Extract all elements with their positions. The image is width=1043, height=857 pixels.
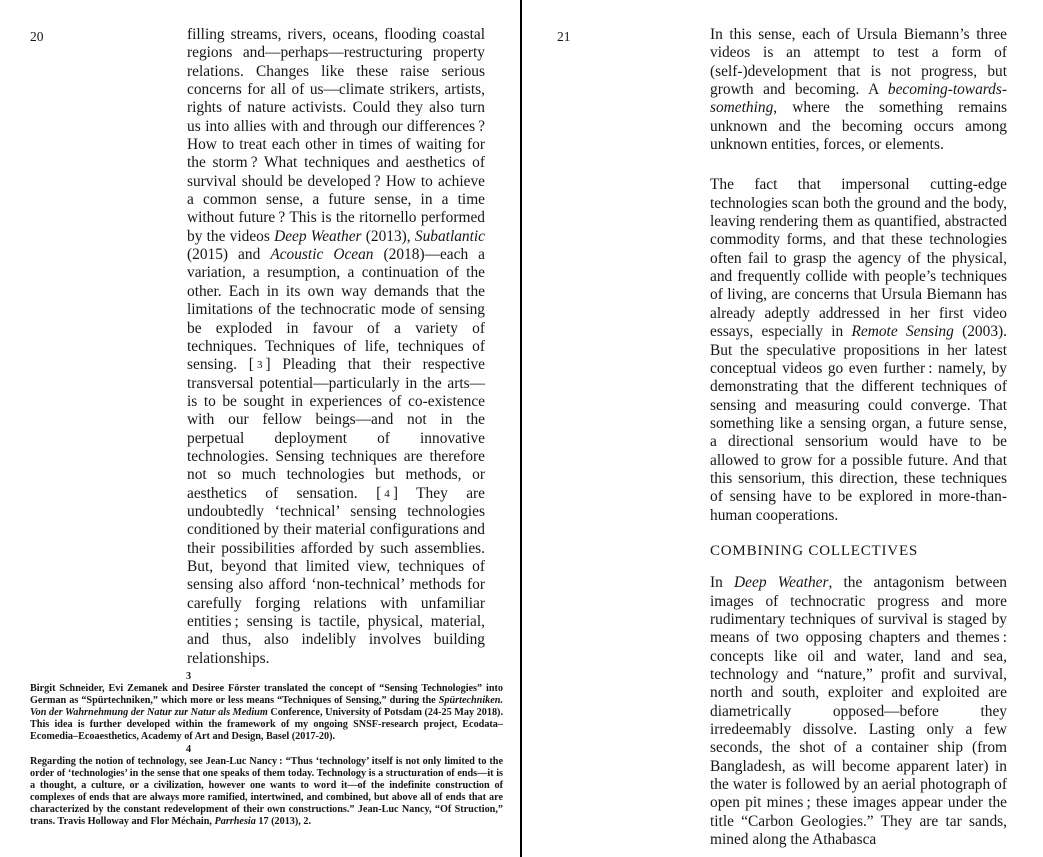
page-number-right: 21 <box>557 29 571 44</box>
footnote-3-text: Birgit Schneider, Evi Zemanek and Desiree Förster translated the concept of “Sensing Technologies” into German as “Spürtechniken,” which more or less means “Techniques of Sensing,” during the Spürtechniken. Von der Wahrnehmung der Natur zur Natur als Medium Conference, University of Potsdam (24-25 May 2018). This idea is further developed within the framework of my ongoing SNSF-research project, Ecodata–Ecomedia–Ecoaesthetics, Academy of Art and Design, Basel (2017-20). <box>30 683 504 743</box>
page-number-left: 20 <box>30 29 44 44</box>
page-divider-line <box>520 0 522 857</box>
footnote-number-4: 4 <box>186 743 192 755</box>
footnote-4-text: Regarding the notion of technology, see Jean-Luc Nancy : “Thus ‘technology’ itself is not only limited to the order of ‘technologies’ in the sense that one speaks of them today. Technology is a structuration of ends—it is a thought, a culture, or a civilization, however one wants to word it—of the indefinite construction of complexes of ends that are always more ramified, intertwined, and combined, but above all of ends that are characterized by the constant redevelopment of their own constructions.” Jean-Luc Nancy, “Of Struction,” trans. Travis Holloway and Flor Méchain, Parrhesia 17 (2013), 2. <box>30 755 503 828</box>
body-paragraph: In Deep Weather, the antagonism between images of technocratic progress and more rudimentary techniques of survival is staged by means of two opposing chapters and themes : concepts like oil and water, land and sea, technology and “nature,” profit and survival, north and south, exploiter and exploited are diametrically opposed—before they irredeemably dissolve. Lasting only a few seconds, the shot of a container ship (from Bangladesh, as will become apparent later) in the water is followed by an aerial photograph of open pit mines ; these images appear under the title “Carbon Geologies.” They are tar sands, mined along the Athabasca <box>710 574 1007 849</box>
section-heading: COMBINING COLLECTIVES <box>710 542 919 559</box>
body-paragraph: filling streams, rivers, oceans, flooding coastal regions and—perhaps—restructuring property relations. Changes like these raise serious concerns for all of us—climate strikers, artists, rights of nature activists. Could they also turn us into allies with and through our differences ? How to treat each other in times of waiting for the storm ? What techniques and aesthetics of survival should be developed ? How to achieve a common sense, a future sense, in a time without future ? This is the ritornello performed by the videos Deep Weather (2013), Subatlantic (2015) and Acoustic Ocean (2018)—each a variation, a resumption, a continuation of the other. Each in its own way demands that the limitations of the technocratic mode of sensing be exploded in favour of a variety of techniques. Techniques of life, techniques of sensing. [ 3 ] Pleading that their respective transversal potential—particularly in the arts—is to be sought in experiences of co-existence with our fellow beings—and not in the perpetual deployment of innovative technologies. Sensing techniques are therefore not so much technologies but methods, or aesthetics of sensation. [ 4 ] They are undoubtedly ‘technical’ sensing technologies conditioned by their material configurations and their possibilities afforded by such assemblies. But, beyond that limited view, techniques of sensing also afford ‘non-technical’ methods for carefully forging relations with unfamiliar entities ; sensing is tactile, physical, material, and thus, also indelibly involves building relationships. <box>187 26 486 667</box>
right-text-column <box>710 26 1007 849</box>
footnotes-block <box>30 671 503 828</box>
body-paragraph: In this sense, each of Ursula Biemann’s three videos is an attempt to test a form of (self-)development that is not progress, but growth and becoming. A becoming-towards-something, where the something remains unknown and the becoming occurs among unknown entities, forces, or elements. <box>710 26 1007 154</box>
footnote-number-3: 3 <box>186 671 192 682</box>
body-paragraph: The fact that impersonal cutting-edge technologies scan both the ground and the body, leaving rendering them as quantified, abstracted commodity forms, and that these technologies often fail to grasp the agency of the physical, and frequently collide with people’s techniques of living, are concerns that Ursula Biemann has already adeptly addressed in her first video essays, especially in Remote Sensing (2003). But the speculative propositions in her latest conceptual videos go even further : namely, by demonstrating that the different techniques of sensing and measuring could converge. That something like a sensing organ, a future sense, a directional sensorium would have to be allowed to grow for a possible future. And that this sensorium, this direction, these techniques of sensing have to be explored in more-than-human cooperations. <box>710 176 1007 524</box>
left-text-column <box>187 26 485 668</box>
